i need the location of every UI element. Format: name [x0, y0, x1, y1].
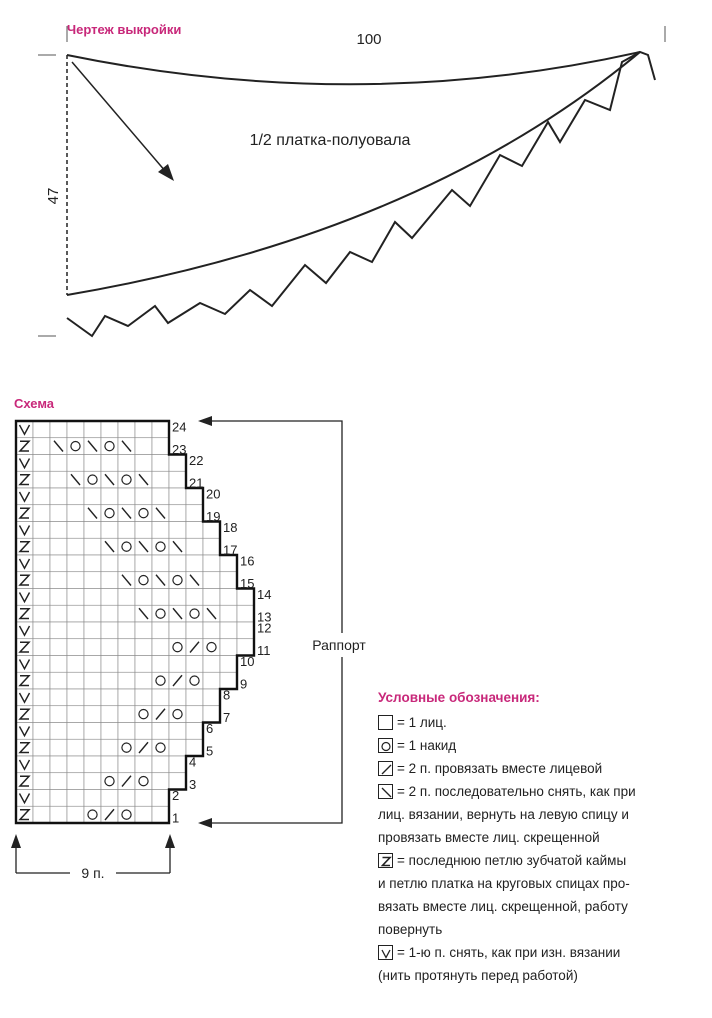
row-number: 3 — [189, 777, 197, 793]
chart-cell — [67, 723, 84, 740]
chart-cell — [67, 672, 84, 689]
row-number: 2 — [172, 787, 180, 803]
chart-cell — [169, 555, 186, 572]
chart-cell — [67, 488, 84, 505]
chart-cell — [101, 522, 118, 539]
z-join-icon — [378, 853, 393, 868]
chart-cell — [186, 589, 203, 606]
legend-text: лиц. вязании, вернуть на левую спицу и — [378, 807, 629, 822]
chart-cell — [118, 538, 135, 555]
chart-cell — [186, 505, 203, 522]
legend-line — [378, 711, 708, 734]
row-number: 17 — [223, 542, 238, 558]
chart-cell — [135, 639, 152, 656]
chart-cell — [84, 773, 101, 790]
chart-cell — [135, 421, 152, 438]
chart-cell — [152, 622, 169, 639]
chart-cell — [33, 773, 50, 790]
chart-cell — [33, 572, 50, 589]
chart-cell — [67, 572, 84, 589]
row-number: 1 — [172, 810, 180, 826]
chart-cell — [152, 538, 169, 555]
chart-cell — [118, 689, 135, 706]
chart-cell — [152, 488, 169, 505]
repeat-arrow-top — [198, 416, 212, 426]
chart-cell — [169, 572, 186, 589]
chart-cell — [237, 605, 254, 622]
legend-text: вязать вместе лиц. скрещенной, работу — [378, 899, 628, 914]
chart-cell — [169, 689, 186, 706]
chart-cell — [33, 756, 50, 773]
chart-cell — [33, 656, 50, 673]
chart-cell — [50, 572, 67, 589]
chart-cell — [67, 790, 84, 807]
v-slip-icon — [378, 945, 393, 960]
chart-cell — [33, 538, 50, 555]
chart-cell — [220, 656, 237, 673]
chart-cell — [118, 639, 135, 656]
row-number: 19 — [206, 509, 221, 525]
chart-cell — [118, 672, 135, 689]
row-number: 12 — [257, 620, 272, 636]
chart-cell — [50, 806, 67, 823]
row-number: 21 — [189, 475, 204, 491]
chart-cell — [84, 455, 101, 472]
chart-cell — [50, 790, 67, 807]
row-number: 5 — [206, 743, 214, 759]
chart-cell — [33, 421, 50, 438]
chart-cell — [152, 455, 169, 472]
chart-cell — [67, 421, 84, 438]
chart-cell — [50, 605, 67, 622]
legend-line — [378, 964, 708, 987]
legend-line — [378, 780, 708, 803]
chart-cell — [118, 790, 135, 807]
height-label: 47 — [45, 187, 62, 205]
legend-text: повернуть — [378, 922, 443, 937]
chart-cell — [169, 488, 186, 505]
legend-line — [378, 803, 708, 826]
chart-cell — [118, 723, 135, 740]
row-number: 11 — [257, 643, 271, 659]
chart-cell — [220, 572, 237, 589]
center-label: 1/2 платка-полуовала — [249, 132, 411, 149]
chart-cell — [101, 421, 118, 438]
chart-cell — [67, 639, 84, 656]
chart-cell — [203, 538, 220, 555]
chart-cell — [33, 455, 50, 472]
width-label: 9 п. — [81, 865, 105, 881]
chart-cell — [84, 639, 101, 656]
chart-cell — [152, 806, 169, 823]
chart-cell — [169, 471, 186, 488]
legend-line — [378, 941, 708, 964]
chart-cell — [152, 773, 169, 790]
chart-cell — [50, 689, 67, 706]
row-number: 8 — [223, 687, 231, 703]
chart-cell — [169, 622, 186, 639]
chart-cell — [84, 522, 101, 539]
chart-cell — [101, 589, 118, 606]
row-number: 16 — [240, 553, 255, 569]
chart-cell — [152, 421, 169, 438]
chart-cell — [152, 438, 169, 455]
chart-cell — [186, 522, 203, 539]
legend-line — [378, 826, 708, 849]
row-number: 20 — [206, 486, 221, 502]
chart-cell — [135, 723, 152, 740]
chart-cell — [84, 488, 101, 505]
row-number: 14 — [257, 586, 272, 602]
chart-cell — [186, 538, 203, 555]
chart-cell — [101, 773, 118, 790]
chart-cell — [50, 622, 67, 639]
chart-cell — [203, 672, 220, 689]
chart-cell — [84, 605, 101, 622]
legend-text: = 1 накид — [397, 738, 457, 753]
chart-cell — [101, 739, 118, 756]
chart-cell — [220, 605, 237, 622]
chart-cell — [67, 656, 84, 673]
chart-cell — [135, 622, 152, 639]
chart-cell — [135, 656, 152, 673]
chart-cell — [118, 605, 135, 622]
chart-cell — [152, 656, 169, 673]
chart-cell — [169, 739, 186, 756]
chart-cell — [50, 455, 67, 472]
chart-cell — [67, 773, 84, 790]
chart-cell — [67, 538, 84, 555]
chart-cell — [50, 639, 67, 656]
chart-cell — [33, 555, 50, 572]
chart-cell — [84, 589, 101, 606]
chart-cell — [135, 706, 152, 723]
chart-cell — [118, 555, 135, 572]
legend-heading: Условные обозначения: — [378, 690, 540, 705]
repeat-label: Раппорт — [312, 637, 366, 653]
chart-cell — [203, 639, 220, 656]
chart-cell — [67, 605, 84, 622]
chart-cell — [50, 488, 67, 505]
legend-line — [378, 918, 708, 941]
chart-cell — [186, 723, 203, 740]
row-number: 6 — [206, 720, 214, 736]
chart-cell — [33, 471, 50, 488]
row-number: 13 — [257, 609, 272, 625]
chart-cell — [186, 605, 203, 622]
width-arrow-left — [11, 834, 21, 848]
chart-cell — [101, 455, 118, 472]
chart-cell — [101, 555, 118, 572]
chart-cell — [101, 672, 118, 689]
chart-cell — [186, 706, 203, 723]
chart-cell — [84, 756, 101, 773]
chart-cell — [33, 622, 50, 639]
chart-cell — [84, 806, 101, 823]
chart-cell — [50, 538, 67, 555]
row-number: 10 — [240, 653, 255, 669]
empty-square-icon — [378, 715, 393, 730]
chart-cell — [152, 672, 169, 689]
legend-text: = последнюю петлю зубчатой каймы — [397, 853, 627, 868]
row-number: 23 — [172, 442, 187, 458]
chart-cell — [50, 421, 67, 438]
chart-cell — [50, 706, 67, 723]
chart-cell — [101, 605, 118, 622]
chart-cell — [118, 622, 135, 639]
chart-cell — [152, 723, 169, 740]
legend-line — [378, 849, 708, 872]
chart-cell — [84, 471, 101, 488]
chart-cell — [118, 455, 135, 472]
chart-cell — [169, 505, 186, 522]
legend-line — [378, 895, 708, 918]
row-number: 15 — [240, 576, 255, 592]
chart-cell — [84, 723, 101, 740]
chart-cell — [33, 639, 50, 656]
chart-cell — [169, 723, 186, 740]
chart-cell — [67, 438, 84, 455]
chart-cell — [118, 421, 135, 438]
chart-cell — [33, 689, 50, 706]
chart-cell — [135, 689, 152, 706]
chart-cell — [135, 572, 152, 589]
chart-cell — [135, 672, 152, 689]
chart-cell — [50, 656, 67, 673]
chart-cell — [118, 706, 135, 723]
chart-cell — [101, 622, 118, 639]
chart-cell — [101, 505, 118, 522]
chart-cell — [84, 689, 101, 706]
chart-cell — [186, 622, 203, 639]
chart-cell — [135, 806, 152, 823]
chart-cell — [152, 739, 169, 756]
chart-cell — [169, 656, 186, 673]
chart-cell — [118, 739, 135, 756]
chart-cell — [169, 639, 186, 656]
legend-text: = 1 лиц. — [397, 715, 447, 730]
chart-cell — [67, 622, 84, 639]
width-label: 100 — [356, 31, 382, 48]
chart-cell — [101, 438, 118, 455]
chart-cell — [118, 806, 135, 823]
width-arrow-right — [165, 834, 175, 848]
chart-cell — [67, 555, 84, 572]
chart-cell — [152, 639, 169, 656]
chart-cell — [152, 790, 169, 807]
chart-cell — [135, 589, 152, 606]
chart-cell — [101, 656, 118, 673]
row-number: 7 — [223, 710, 231, 726]
chart-cell — [203, 656, 220, 673]
chart-cell — [135, 438, 152, 455]
chart-cell — [84, 421, 101, 438]
chart-cell — [50, 505, 67, 522]
chart-cell — [33, 589, 50, 606]
repeat-arrow-bottom — [198, 818, 212, 828]
chart-cell — [84, 538, 101, 555]
legend-text: и петлю платка на круговых спицах про- — [378, 876, 630, 891]
chart-cell — [135, 555, 152, 572]
chart-cell — [152, 555, 169, 572]
chart-cell — [67, 689, 84, 706]
chart-cell — [118, 656, 135, 673]
chart-cell — [169, 706, 186, 723]
chart-cell — [135, 790, 152, 807]
chart-cell — [67, 756, 84, 773]
chart-grid — [16, 421, 254, 823]
chart-cell — [67, 522, 84, 539]
chart-cell — [101, 488, 118, 505]
chart-cell — [152, 605, 169, 622]
chart-cell — [237, 622, 254, 639]
legend-text: = 2 п. последовательно снять, как при — [397, 784, 636, 799]
chart-cell — [50, 773, 67, 790]
chart-cell — [50, 522, 67, 539]
chart-cell — [33, 605, 50, 622]
chart-cell — [101, 756, 118, 773]
chart-cell — [118, 471, 135, 488]
chart-cell — [67, 706, 84, 723]
chart-cell — [67, 455, 84, 472]
chart-cell — [84, 555, 101, 572]
chart-cell — [50, 739, 67, 756]
chart-cell — [50, 471, 67, 488]
chart-cell — [84, 672, 101, 689]
chart-cell — [220, 622, 237, 639]
row-number: 24 — [172, 419, 187, 435]
chart-cell — [220, 589, 237, 606]
chart-cell — [135, 488, 152, 505]
chart-cell — [220, 639, 237, 656]
chart-cell — [33, 790, 50, 807]
chart-cell — [203, 555, 220, 572]
chart-cell — [84, 572, 101, 589]
legend-line — [378, 734, 708, 757]
chart-cell — [33, 505, 50, 522]
chart-cell — [50, 723, 67, 740]
chart-cell — [84, 739, 101, 756]
chart-cell — [50, 555, 67, 572]
chart-cell — [203, 572, 220, 589]
chart-cell — [186, 656, 203, 673]
chart-cell — [203, 689, 220, 706]
legend-line — [378, 872, 708, 895]
chart-cell — [152, 589, 169, 606]
chart-cell — [152, 522, 169, 539]
drawing-title: Чертеж выкройки — [67, 22, 182, 37]
chart-cell — [50, 756, 67, 773]
chart-cell — [67, 505, 84, 522]
chart-cell — [152, 689, 169, 706]
chart-cell — [33, 438, 50, 455]
row-number: 9 — [240, 676, 248, 692]
chart-cell — [135, 505, 152, 522]
legend-text: (нить протянуть перед работой) — [378, 968, 578, 983]
chart-cell — [33, 723, 50, 740]
legend-text: провязать вместе лиц. скрещенной — [378, 830, 600, 845]
row-number: 18 — [223, 519, 238, 535]
chart-cell — [186, 689, 203, 706]
chart-cell — [203, 589, 220, 606]
legend — [378, 686, 708, 987]
chart-cell — [84, 790, 101, 807]
chart-cell — [33, 739, 50, 756]
chart-cell — [101, 723, 118, 740]
chart-cell — [118, 756, 135, 773]
chart-cell — [33, 672, 50, 689]
slash-k2tog-icon — [378, 761, 393, 776]
chart-cell — [203, 622, 220, 639]
chart-cell — [33, 522, 50, 539]
circle-yarnover-icon — [378, 738, 393, 753]
chart-cell — [67, 806, 84, 823]
chart-cell — [135, 455, 152, 472]
chart-cell — [101, 689, 118, 706]
chart-cell — [84, 622, 101, 639]
chart-cell — [135, 756, 152, 773]
legend-text: = 1-ю п. снять, как при изн. вязании — [397, 945, 621, 960]
chart-cell — [84, 656, 101, 673]
chart-cell — [33, 706, 50, 723]
chart-cell — [33, 488, 50, 505]
chart-cell — [67, 739, 84, 756]
row-number: 4 — [189, 754, 197, 770]
chart-cell — [169, 522, 186, 539]
chart-cell — [101, 572, 118, 589]
backslash-ssk-icon — [378, 784, 393, 799]
chart-cell — [118, 589, 135, 606]
chart-cell — [33, 806, 50, 823]
chart-cell — [152, 756, 169, 773]
legend-text: = 2 п. провязать вместе лицевой — [397, 761, 603, 776]
chart-cell — [118, 522, 135, 539]
legend-line — [378, 757, 708, 780]
chart-cell — [101, 706, 118, 723]
chart-cell — [50, 672, 67, 689]
chart-cell — [67, 589, 84, 606]
chart-cell — [152, 471, 169, 488]
chart-cell — [135, 522, 152, 539]
chart-cell — [169, 589, 186, 606]
chart-cell — [50, 589, 67, 606]
chart-cell — [186, 672, 203, 689]
chart-cell — [186, 555, 203, 572]
chart-cell — [84, 706, 101, 723]
chart-cell — [118, 488, 135, 505]
row-number: 22 — [189, 452, 204, 468]
chart-cell — [135, 773, 152, 790]
scheme-title: Схема — [14, 396, 55, 411]
chart-cell — [169, 756, 186, 773]
chart-cell — [101, 790, 118, 807]
chart-cell — [101, 639, 118, 656]
